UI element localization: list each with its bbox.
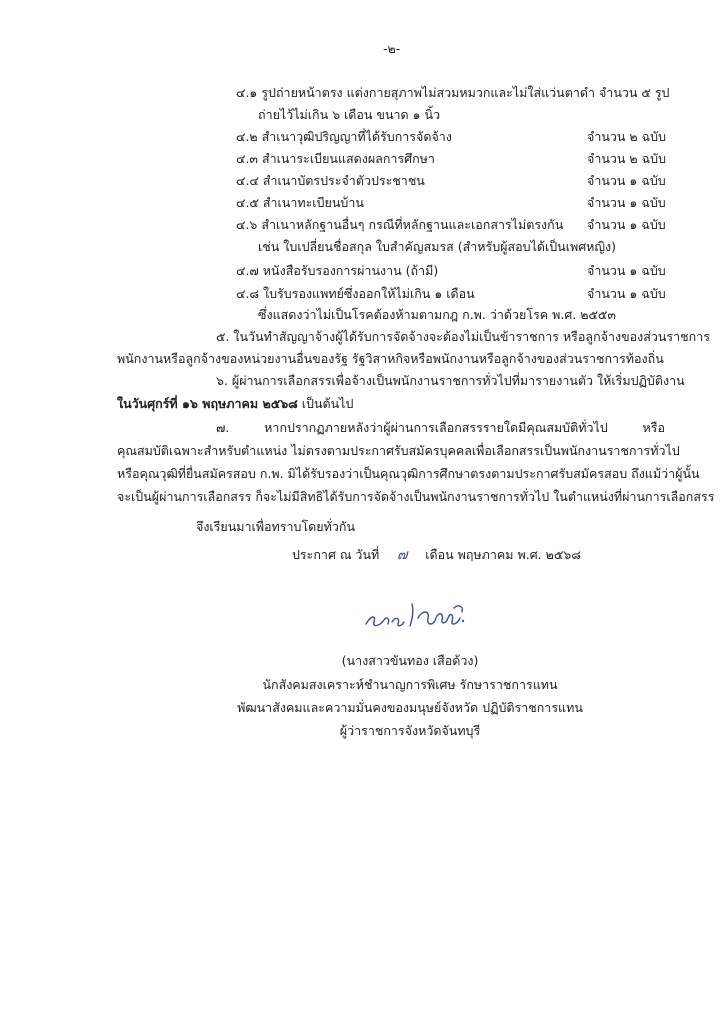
attachment-4-8: ๔.๘ ใบรับรองแพทย์ซึ่งออกให้ไม่เกิน ๑ เดือน [236,286,475,301]
attachment-4-3-qty: จำนวน ๒ ฉบับ [587,151,667,166]
attachment-4-3: ๔.๓ สำเนาระเบียนแสดงผลการศึกษา [236,151,435,166]
paragraph-7-line-1: ๗. หากปรากฏภายหลังว่าผู้ผ่านการเลือกสรรรายใดมีคุณสมบัติทั่วไป หรือ [216,420,665,435]
attachment-4-6: ๔.๖ สำเนาหลักฐานอื่นๆ กรณีที่หลักฐานและเอกสารไม่ตรงกัน [236,217,564,232]
handwritten-day: ๗ [396,547,408,563]
signer-position-2: พัฒนาสังคมและความมั่นคงของมนุษย์จังหวัด ปฏิบัติราชการแทน [237,700,583,715]
closing-line: จึงเรียนมาเพื่อทราบโดยทั่วกัน [196,519,355,534]
attachment-4-4: ๔.๔ สำเนาบัตรประจำตัวประชาชน [236,173,425,188]
attachment-4-7-qty: จำนวน ๑ ฉบับ [587,263,666,278]
attachment-4-5-qty: จำนวน ๑ ฉบับ [587,195,666,210]
attachment-4-8-continued: ซึ่งแสดงว่าไม่เป็นโรคต้องห้ามตามกฎ ก.พ. ว่าด้วยโรค พ.ศ. ๒๕๕๓ [258,307,616,322]
start-date: ในวันศุกร์ที่ ๑๖ พฤษภาคม ๒๕๖๘ [117,396,298,411]
announcement-prefix: ประกาศ ณ วันที่ [292,547,380,562]
announcement-suffix: เดือน พฤษภาคม พ.ศ. ๒๕๖๘ [425,547,581,562]
announcement-date [292,546,581,564]
attachment-4-5: ๔.๕ สำเนาทะเบียนบ้าน [236,195,364,210]
signer-name: (นางสาวขันทอง เสือด้วง) [341,653,479,668]
paragraph-7-line-4: จะเป็นผู้ผ่านการเลือกสรร ก็จะไม่มีสิทธิได้รับการจัดจ้างเป็นพนักงานราชการทั่วไป ในตำแหน่งที่ผ่านการเลือกสรร [117,489,715,504]
attachment-4-8-qty: จำนวน ๑ ฉบับ [587,286,666,301]
paragraph-5-line-2: พนักงานหรือลูกจ้างของหน่วยงานอื่นของรัฐ รัฐวิสาหกิจหรือพนักงานหรือลูกจ้างของส่วนราชการท้องถิ่น [117,351,664,366]
paragraph-7-line-3: หรือคุณวุฒิที่ยื่นสมัครสอบ ก.พ. มิได้รับรองว่าเป็นคุณวุฒิการศึกษาตรงตามประกาศรับสมัครสอบ ถึงแม้ว่าผู้นั้น [117,466,700,481]
signature [362,596,472,636]
attachment-4-1-continued: ถ่ายไว้ไม่เกิน ๖ เดือน ขนาด ๑ นิ้ว [258,107,441,122]
attachment-4-1: ๔.๑ รูปถ่ายหน้าตรง แต่งกายสุภาพไม่สวมหมวกและไม่ใส่แว่นตาดำ จำนวน ๕ รูป [236,85,670,100]
signer-position-1: นักสังคมสงเคราะห์ชำนาญการพิเศษ รักษาราชการแทน [262,677,558,692]
attachment-4-4-qty: จำนวน ๑ ฉบับ [587,173,666,188]
page-number: -๒- [383,41,401,56]
paragraph-7-line-2: คุณสมบัติเฉพาะสำหรับตำแหน่ง ไม่ตรงตามประกาศรับสมัครบุคคลเพื่อเลือกสรรเป็นพนักงานราชการทั่วไป [117,443,680,458]
attachment-4-7: ๔.๗ หนังสือรับรองการผ่านงาน (ถ้ามี) [236,263,439,278]
paragraph-5-line-1: ๕. ในวันทำสัญญาจ้างผู้ได้รับการจัดจ้างจะต้องไม่เป็นข้าราชการ หรือลูกจ้างของส่วนราชการ [216,329,710,344]
attachment-4-6-qty: จำนวน ๑ ฉบับ [587,217,666,232]
start-date-suffix: เป็นต้นไป [297,396,354,411]
paragraph-6-line-1: ๖. ผู้ผ่านการเลือกสรรเพื่อจ้างเป็นพนักงานราชการทั่วไปที่มารายงานตัว ให้เริ่มปฏิบัติงาน [216,373,685,388]
attachment-4-2-qty: จำนวน ๒ ฉบับ [587,129,667,144]
signer-position-3: ผู้ว่าราชการจังหวัดจันทบุรี [339,723,481,738]
attachment-4-2: ๔.๒ สำเนาวุฒิปริญญาที่ได้รับการจัดจ้าง [236,129,452,144]
paragraph-6-line-2 [117,395,353,413]
attachment-4-6-continued: เช่น ใบเปลี่ยนชื่อสกุล ใบสำคัญสมรส (สำหรับผู้สอบได้เป็นเพศหญิง) [258,239,617,254]
